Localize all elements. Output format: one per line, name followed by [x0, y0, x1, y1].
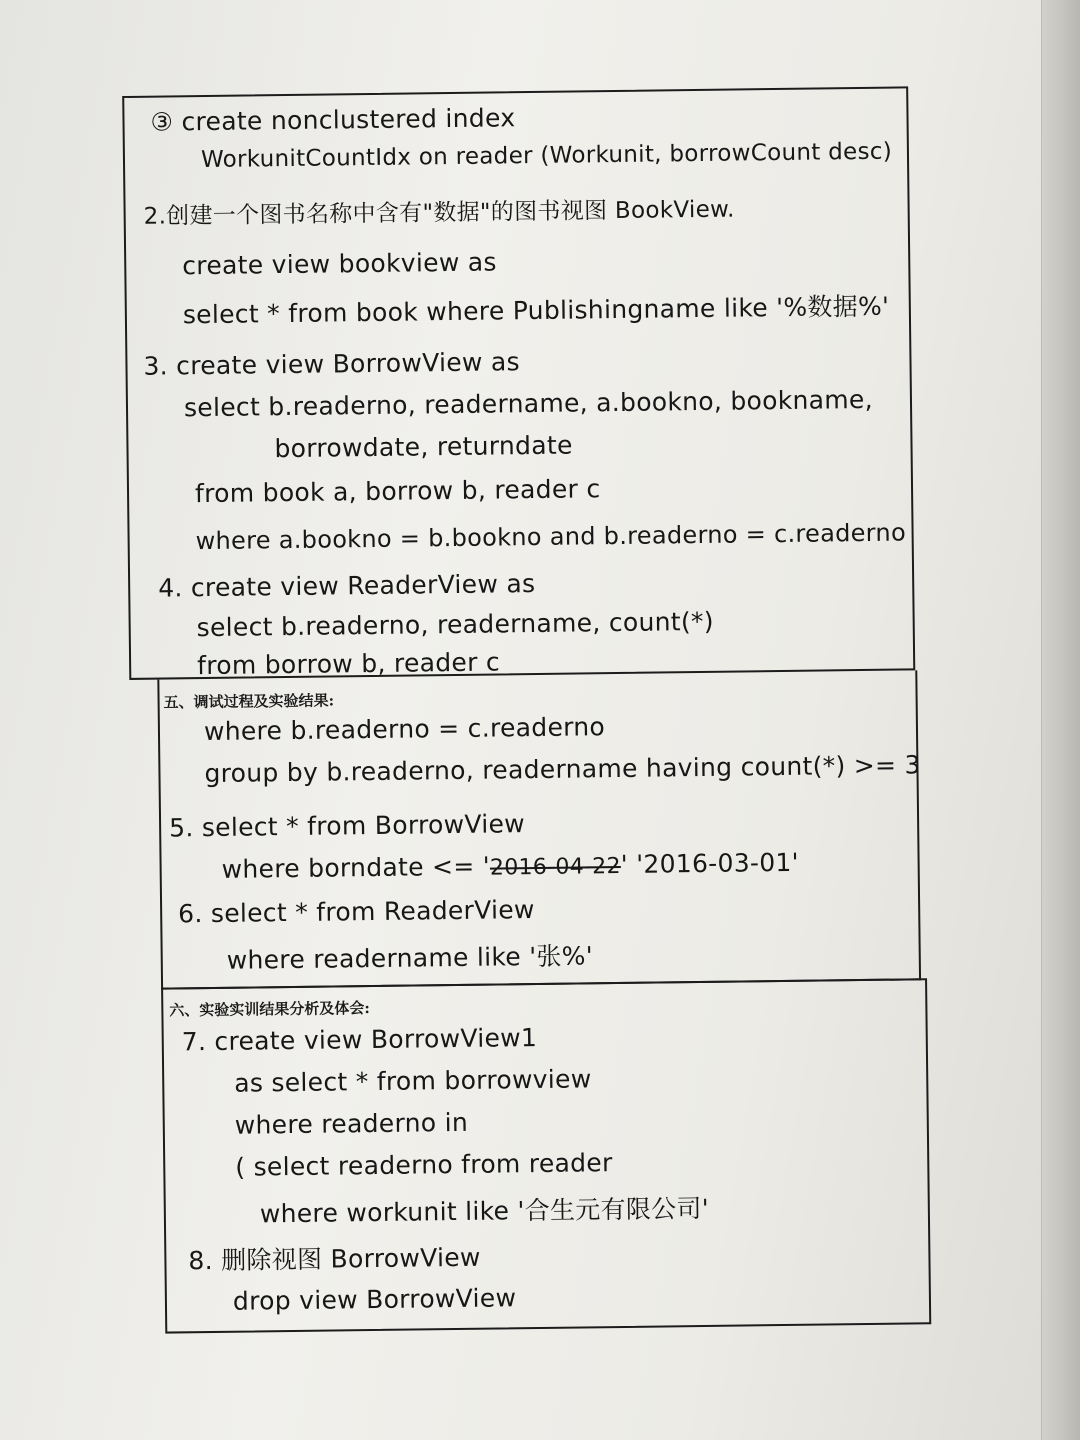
- handwritten-line: where readername like '张%': [226, 941, 594, 975]
- handwritten-line: from borrow b, reader c: [196, 647, 501, 681]
- handwritten-line: borrowdate, returndate: [274, 430, 573, 464]
- handwritten-line: create view bookview as: [182, 247, 497, 281]
- worksheet: [122, 70, 933, 1330]
- condition-text: ' '2016-03-01': [620, 847, 800, 879]
- analysis-title: 六、实验实训结果分析及体会:: [169, 999, 371, 1020]
- handwritten-line: ( select readerno from reader: [235, 1148, 613, 1182]
- handwritten-line: group by b.readerno, readername having count(*) >= 3: [204, 750, 921, 789]
- paper-edge: [1041, 0, 1080, 1440]
- handwritten-line: select * from book where Publishingname like '%数据%': [182, 291, 890, 330]
- handwritten-line: from book a, borrow b, reader c: [194, 474, 601, 509]
- handwritten-line: WorkunitCountIdx on reader (Workunit, borrowCount desc): [200, 138, 893, 174]
- handwritten-line: 8. 删除视图 BorrowView: [188, 1242, 481, 1276]
- handwritten-line: 3. create view BorrowView as: [143, 347, 521, 381]
- handwritten-line: as select * from borrowview: [234, 1064, 592, 1098]
- debug-results-title: 五、调试过程及实验结果:: [163, 691, 335, 712]
- handwritten-line: where a.bookno = b.bookno and b.readerno = c.readerno: [195, 518, 907, 556]
- handwritten-line: 5. select * from BorrowView: [168, 809, 526, 843]
- handwritten-line: 7. create view BorrowView1: [181, 1023, 538, 1057]
- handwritten-line: 6. select * from ReaderView: [178, 895, 535, 929]
- handwritten-line: where workunit like '合生元有限公司': [259, 1193, 710, 1229]
- handwritten-line: 2.创建一个图书名称中含有"数据"的图书视图 BookView.: [143, 196, 735, 230]
- condition-text: where borndate <= ': [221, 851, 491, 884]
- handwritten-line: where b.readerno = c.readerno: [203, 712, 606, 747]
- handwritten-line: select b.readerno, readername, a.bookno, bookname,: [183, 384, 874, 423]
- handwritten-line: select b.readerno, readername, count(*): [196, 606, 714, 643]
- handwritten-line: 4. create view ReaderView as: [158, 568, 536, 603]
- handwritten-line: ③ create nonclustered index: [150, 103, 516, 137]
- handwritten-line: where readerno in: [234, 1107, 469, 1140]
- crossed-out-date: 2016-04-22: [489, 853, 621, 881]
- handwritten-line: drop view BorrowView: [232, 1283, 517, 1316]
